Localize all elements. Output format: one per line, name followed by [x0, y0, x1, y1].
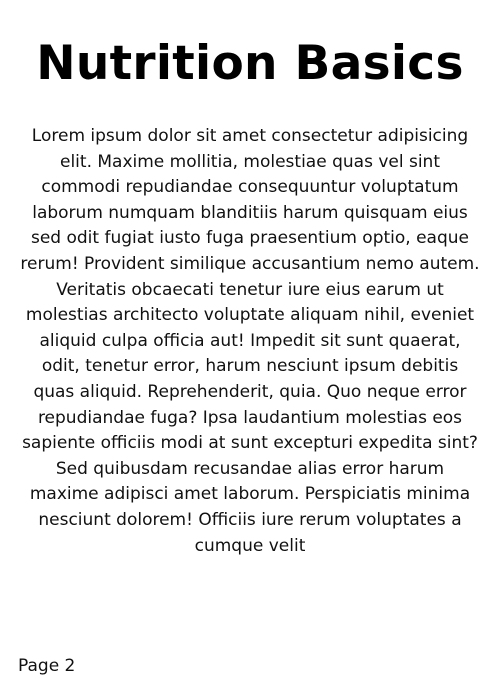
body-paragraph: Lorem ipsum dolor sit amet consectetur adipisicing elit. Maxime mollitia, molestiae quas vel sint commodi repudiandae consequuntur voluptatum laborum numquam blanditiis harum quisquam eius sed odit fugiat iusto fuga praesentium optio, eaque rerum! Provident similique accusantium nemo autem. Veritatis obcaecati tenetur iure eius earum ut molestias architecto voluptate aliquam nihil, eveniet aliquid culpa officia aut! Impedit sit sunt quaerat, odit, tenetur error, harum nesciunt ipsum debitis quas aliquid. Reprehenderit, quia. Quo neque error repudiandae fuga? Ipsa laudantium molestias eos sapiente officiis modi at sunt excepturi expedita sint? Sed quibusdam recusandae alias error harum maxime adipisci amet laborum. Perspiciatis minima nesciunt dolorem! Officiis iure rerum voluptates a cumque velit: [20, 126, 480, 556]
page-title: Nutrition Basics: [36, 36, 464, 91]
page-number: Page 2: [18, 656, 76, 676]
